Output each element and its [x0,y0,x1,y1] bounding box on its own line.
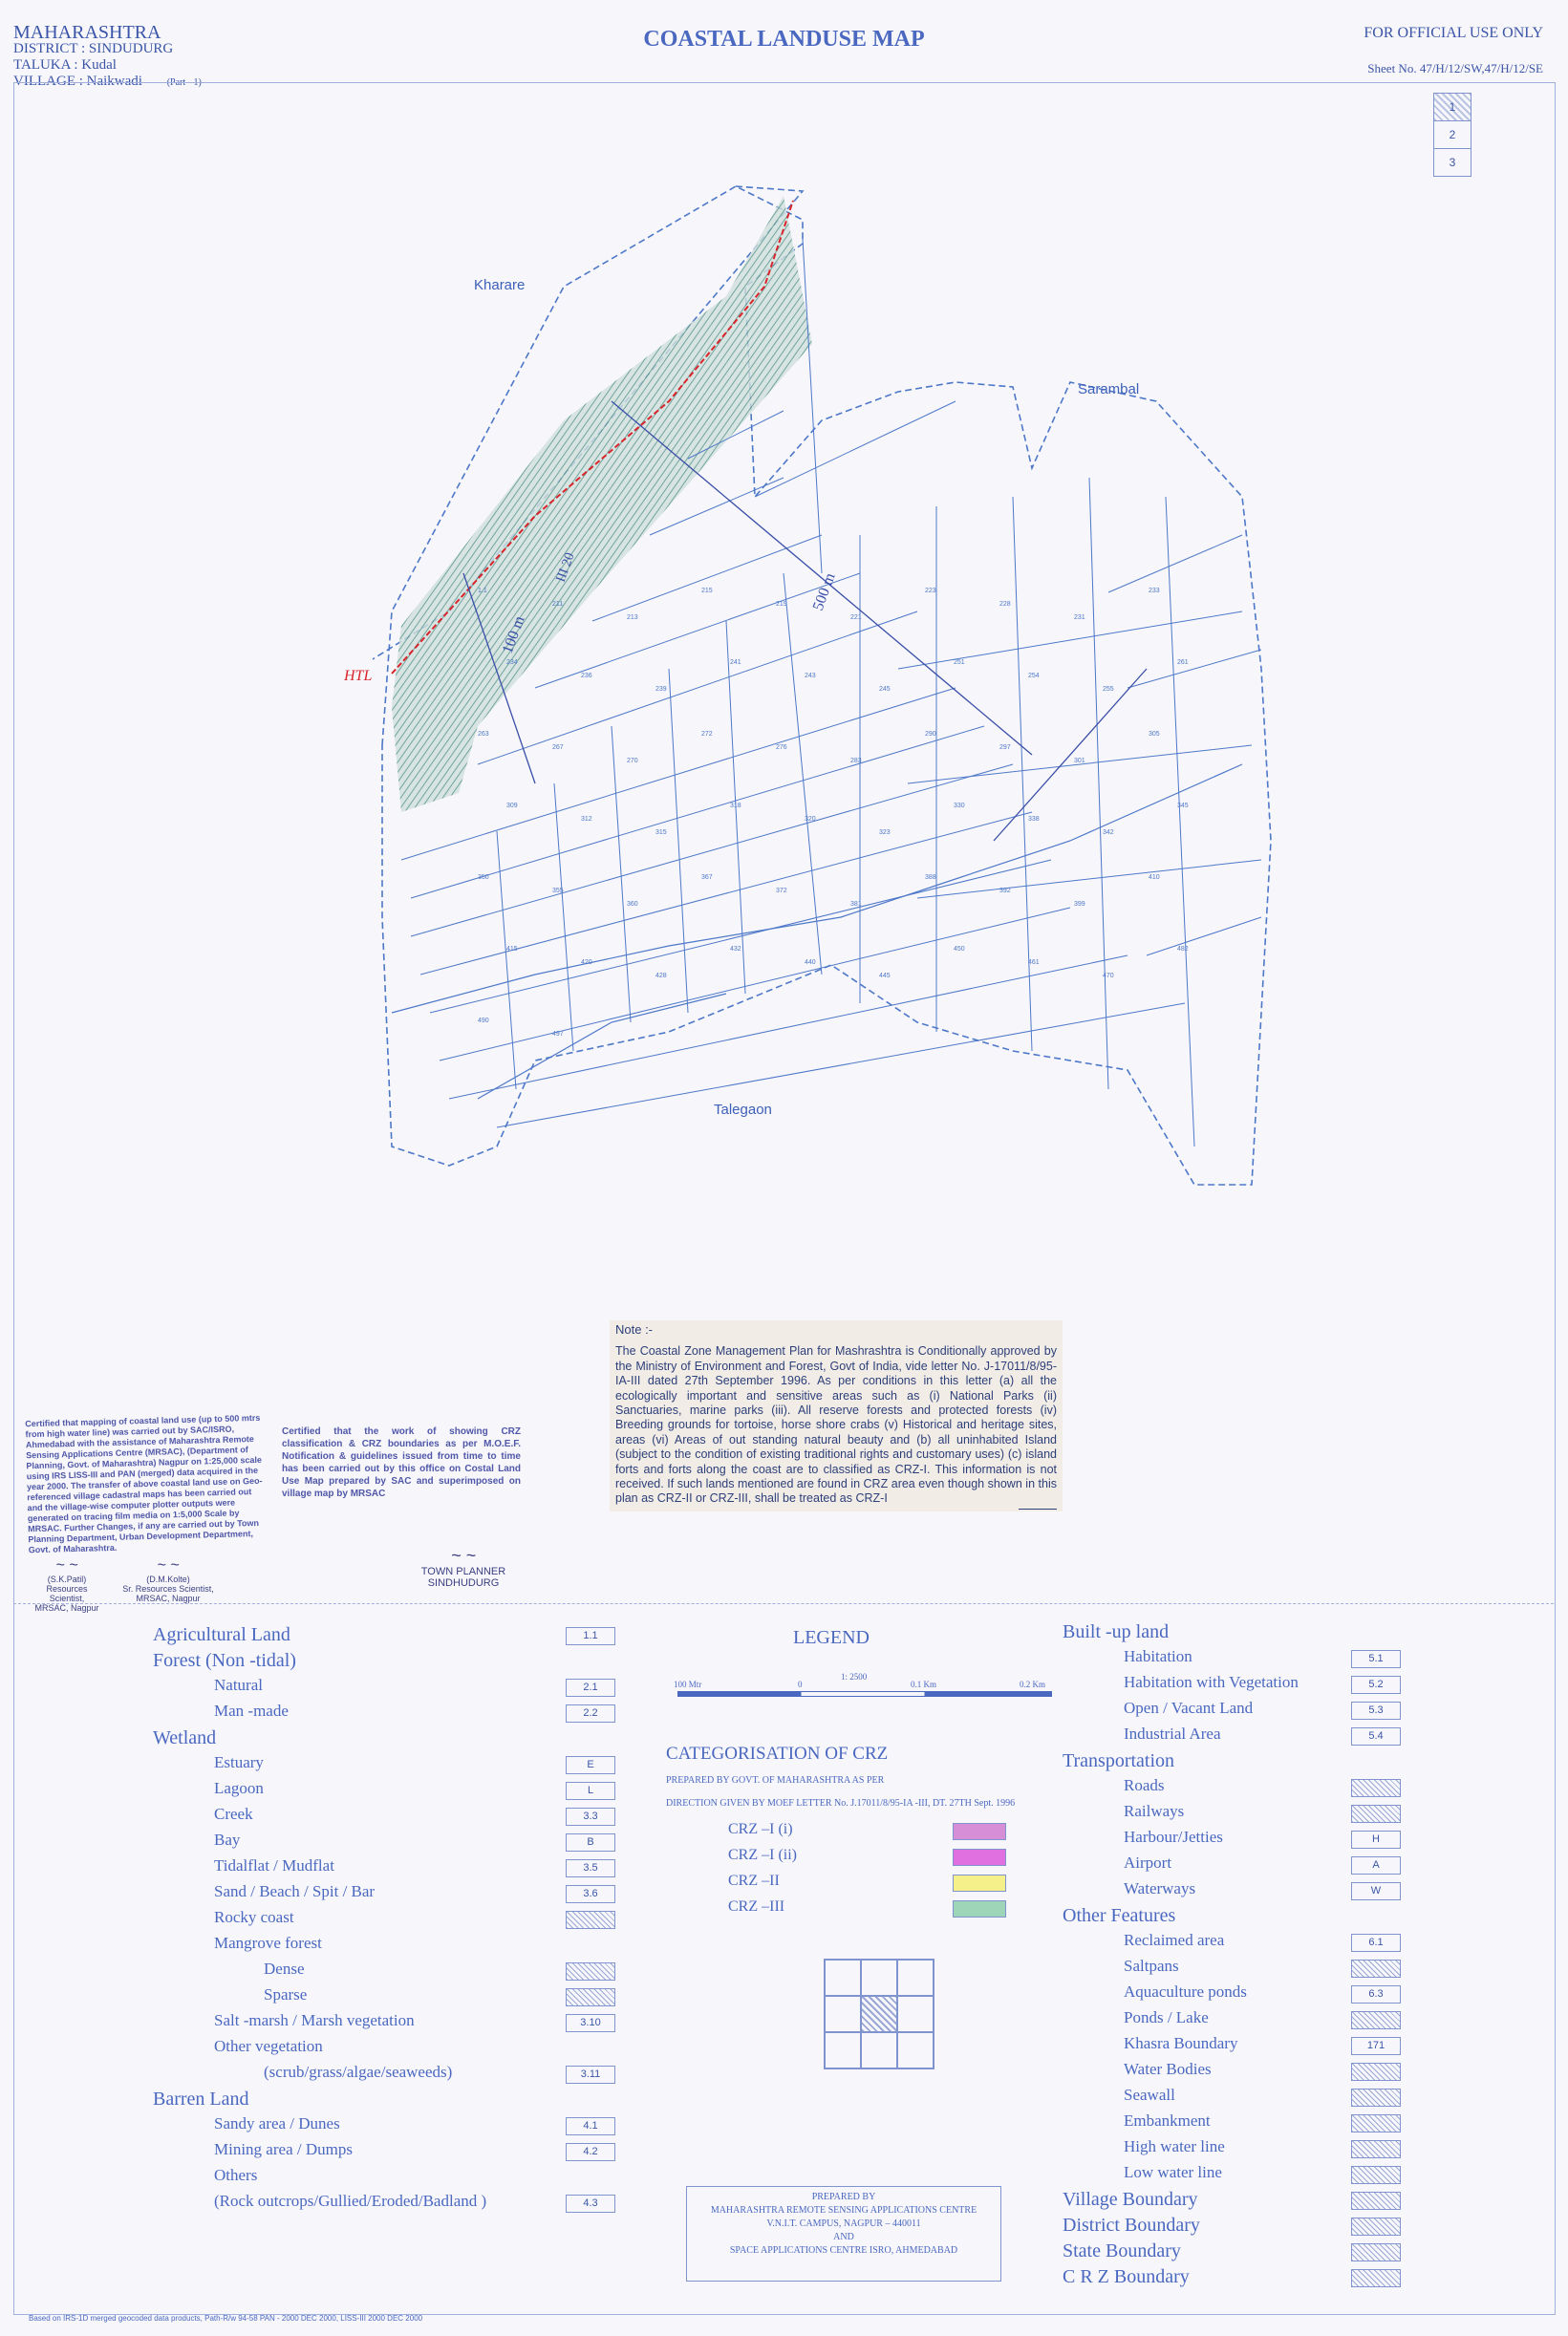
legend-symbol-box: 3.6 [566,1885,615,1903]
legend-item-label: Salt -marsh / Marsh vegetation [214,2011,415,2029]
legend-row [1063,2266,1531,2292]
legend-symbol-box: 171 [1351,2037,1401,2055]
index-cell [897,1996,934,2032]
legend-row [1063,2060,1531,2086]
legend-item-label: Mining area / Dumps [214,2140,353,2158]
legend-symbol-box: 6.3 [1351,1985,1401,2004]
legend-symbol-box [566,1988,615,2006]
crz-sub1: PREPARED BY GOVT. OF MAHARASHTRA AS PER [666,1775,885,1786]
plot-number: 461 [1028,959,1040,966]
plot-number: 223 [925,588,936,594]
place-label: Kharare [474,277,526,293]
map-title: COASTAL LANDUSE MAP [643,27,925,52]
legend-row [153,2089,583,2114]
legend-row [1063,2111,1531,2137]
sheet-index-grid [824,1959,934,2069]
scale-bar-graphic [677,1691,1052,1697]
legend-symbol-box: 5.4 [1351,1727,1401,1746]
legend-row [1063,1699,1531,1725]
legend-title: LEGEND [793,1627,870,1648]
plot-number: 276 [776,744,787,751]
official-use-label: FOR OFFICIAL USE ONLY [1364,25,1543,41]
legend-row [153,1882,598,1908]
plot-number: 338 [1028,816,1040,823]
legend-symbol-box: 4.2 [566,2143,615,2161]
legend-item-label: Harbour/Jetties [1124,1828,1223,1846]
legend-row [153,1934,583,1960]
plot-number: 445 [879,973,891,979]
plot-number: 388 [925,874,936,881]
plot-number: 305 [1149,731,1160,738]
plot-number: 440 [805,959,816,966]
legend-item-label: Man -made [214,1702,289,1720]
plot-number: 320 [805,816,816,823]
legend-row [1063,1982,1531,2008]
legend-row [1063,1750,1531,1776]
legend-row [1063,1828,1531,1854]
signature-name: (D.M.Kolte) [146,1575,190,1584]
crz-category-swatch [953,1900,1006,1918]
legend-row [153,1624,598,1650]
prepared-by-box [686,2186,1001,2282]
plot-number: 372 [776,888,787,894]
plot-number: 251 [954,659,965,666]
prepared-line: V.N.I.T. CAMPUS, NAGPUR – 440011 [766,2218,921,2229]
plot-number: 283 [850,758,862,764]
scale-mid-label: 0.1 Km [911,1680,936,1689]
scale-ratio-label: 1: 2500 [841,1672,868,1682]
legend-item-label: Khasra Boundary [1124,2034,1238,2052]
legend-item-label: Dense [264,1960,305,1978]
plot-number: 350 [478,874,489,881]
plot-number: 381 [850,901,862,908]
crz-category-label: CRZ –I (ii) [728,1847,797,1863]
plot-number: 392 [999,888,1011,894]
plot-number: 263 [478,731,489,738]
plot-number: 323 [879,829,891,836]
signature-mark: ~ ~ [450,1546,477,1565]
prepared-line: SPACE APPLICATIONS CENTRE ISRO, AHMEDABAD [729,2245,958,2256]
crz-category-swatch [953,1875,1006,1892]
legend-row [1063,2163,1531,2189]
legend-row [153,1702,598,1727]
legend-row [153,1805,598,1831]
legend-row [153,2063,601,2089]
legend-symbol-box [1351,2269,1401,2287]
legend-symbol-box: 2.2 [566,1704,615,1723]
plot-number: 330 [954,803,965,809]
legend-symbol-box: H [1351,1831,1401,1849]
legend-row [153,1831,594,1856]
plot-number: 297 [999,744,1011,751]
plot-number: 355 [552,888,564,894]
note-label: Note :- [615,1322,654,1337]
plot-number: 234 [506,659,518,666]
legend-item-label: Sandy area / Dunes [214,2114,340,2132]
legend-item-label: Rocky coast [214,1908,294,1926]
scale-bar [674,1672,1056,1706]
legend-symbol-box: E [566,1756,615,1774]
legend-heading: Barren Land [153,2089,249,2110]
legend-symbol-box [566,1962,615,1981]
legend-row [153,1650,583,1676]
crz-category-label: CRZ –II [728,1873,780,1889]
legend-heading: C R Z Boundary [1063,2266,1190,2287]
plot-number: 267 [552,744,564,751]
scale-right-label: 0.2 Km [1020,1680,1045,1689]
legend-item-label: (Rock outcrops/Gullied/Eroded/Badland ) [214,2192,487,2210]
plot-number: 270 [627,758,638,764]
plot-number: 410 [1149,874,1160,881]
sheet-index-cell[interactable]: 1 [1433,93,1471,121]
plot-number: 497 [552,1031,564,1038]
plot-number: 243 [805,673,816,679]
legend-item-label: Open / Vacant Land [1124,1699,1254,1717]
legend-item-label: Habitation with Vegetation [1124,1673,1299,1691]
note-rule [1019,1509,1057,1510]
legend-symbol-box [1351,1779,1401,1797]
plot-number: 450 [954,946,965,953]
sheet-index-cell[interactable]: 3 [1433,148,1471,177]
legend-row [153,2140,598,2166]
legend-item-label: Tidalflat / Mudflat [214,1856,334,1875]
legend-symbol-box: 4.3 [566,2195,615,2213]
legend-item-label: (scrub/grass/algae/seaweeds) [264,2063,453,2081]
index-cell [861,2032,897,2068]
legend-row [153,1676,598,1702]
legend-row [153,1960,583,1985]
state-label: MAHARASHTRA [13,22,161,43]
legend-row [153,1779,594,1805]
buffer-label-crz3: III 20 [553,550,578,585]
legend-item-label: Estuary [214,1753,264,1771]
legend-row [153,1856,598,1882]
legend-row [153,2192,598,2218]
signature-mark: ~ ~ [55,1557,78,1574]
legend-symbol-box: B [566,1833,615,1852]
legend-symbol-box: 5.2 [1351,1676,1401,1694]
legend-item-label: Seawall [1124,2086,1175,2104]
legend-symbol-box [1351,2063,1401,2081]
place-label: Talegaon [714,1102,772,1118]
plot-number: 315 [655,829,667,836]
signature-town-planner [406,1546,521,1589]
legend-row [153,1753,594,1779]
legend-heading: Transportation [1063,1750,1175,1771]
crz-category-label: CRZ –III [728,1898,785,1915]
taluka-label: TALUKA : Kudal [13,57,117,73]
legend-item-label: Reclaimed area [1124,1931,1225,1949]
signature-org: MRSAC, Nagpur [136,1594,201,1603]
legend-item-label: Lagoon [214,1779,264,1797]
prepared-line: AND [833,2232,854,2242]
legend-item-label: Habitation [1124,1647,1192,1665]
signature-title: Resources Scientist, [46,1584,88,1603]
scale-left-label: 100 Mtr [674,1680,702,1689]
legend-symbol-box [1351,2140,1401,2158]
plot-number: 239 [655,686,667,693]
legend-item-label: Low water line [1124,2163,1222,2181]
legend-symbol-box: 5.1 [1351,1650,1401,1668]
index-cell [897,1960,934,1996]
legend-item-label: Bay [214,1831,241,1849]
legend-row [153,1985,583,2011]
legend-symbol-box: 1.1 [566,1627,615,1645]
legend-row [1063,1647,1531,1673]
legend-item-label: High water line [1124,2137,1225,2155]
legend-item-label: Waterways [1124,1879,1196,1897]
plot-number: 219 [776,601,787,608]
village-road [392,764,1242,1099]
plot-number: 221 [850,614,862,621]
signature-org: MRSAC, Nagpur [34,1603,99,1613]
crz-category-label: CRZ –I (i) [728,1821,793,1837]
note-text: The Coastal Zone Management Plan for Mashrashtra is Conditionally approved by the Ministry of Environment and Forest, Govt of India, vide letter No. J-17011/8/95-IA-III dated 27th September 1996. As per conditions in this letter (a) all the ecologically important and sensitive areas such as (i) National Parks (ii) Sanctuaries, marine parks (iii). All reserve forests and protected forests (iv) Breeding grounds for tortoise, horse shore crabs (v) Historical and heritage sites, areas (vi) Areas of out standing natural beauty and (b) all uninhabited Island (subject to the condition of existing traditional rights and customary uses) (c) island forts and forts along the coast are to classified as CRZ-I. This information is not received. If such lands mentioned are found in CRZ area even though shown in this plan as CRZ-II or CRZ-III, shall be treated as CRZ-I [615,1344,1057,1506]
legend-row [1063,1621,1531,1647]
plot-number: 290 [925,731,936,738]
legend-row [1063,2189,1531,2215]
legend-symbol-box: L [566,1782,615,1800]
footer-note: Based on IRS-1D merged geocoded data products, Path-R/w 94-58 PAN - 2000 DEC 2000, LISS-III 2000 DEC 2000 [29,2314,423,2323]
signature-patil [29,1557,105,1613]
legend-row [1063,2215,1531,2240]
legend-item-label: Creek [214,1805,253,1823]
plot-number: 360 [627,901,638,908]
htl-label: HTL [344,668,373,684]
signature-title: TOWN PLANNER [420,1566,506,1577]
legend-item-label: Water Bodies [1124,2060,1212,2078]
buffer-label-100: 100 m [499,613,528,656]
legend-row [153,1727,583,1753]
legend-symbol-box: 2.1 [566,1679,615,1697]
legend-symbol-box: 3.10 [566,2014,615,2032]
plot-number: 236 [581,673,592,679]
legend-row [1063,2137,1531,2163]
legend-symbol-box [566,1911,615,1929]
crz-category-swatch [953,1823,1006,1840]
plot-number: 241 [730,659,741,666]
legend-heading: Village Boundary [1063,2189,1198,2210]
legend-item-label: Railways [1124,1802,1185,1820]
plot-number: 213 [627,614,638,621]
crz-zone [392,196,812,812]
legend-item-label: Other vegetation [214,2037,323,2055]
legend-symbol-box: W [1351,1882,1401,1900]
legend-row [1063,1879,1531,1905]
index-cell [825,1996,861,2032]
legend-symbol-box: A [1351,1856,1401,1875]
district-label: DISTRICT : SINDUDURG [13,41,174,56]
legend-item-label: Natural [214,1676,263,1694]
village-label: VILLAGE : Naikwadi (Part - 1) [13,74,202,89]
plot-number: 428 [655,973,667,979]
plot-numbers [478,588,1189,1038]
prepared-line: MAHARASHTRA REMOTE SENSING APPLICATIONS CENTRE [710,2205,977,2216]
crz-sub2: DIRECTION GIVEN BY MOEF LETTER No. J.17011/8/95-IA -III, DT. 27TH Sept. 1996 [666,1798,1016,1809]
legend-row [153,2166,583,2192]
legend-row [153,1908,583,1934]
plot-number: 301 [1074,758,1085,764]
crz-title: CATEGORISATION OF CRZ [666,1744,889,1764]
plot-number: 399 [1074,901,1085,908]
plot-number: 482 [1177,946,1189,953]
legend-divider [13,1603,1554,1604]
plot-number: 215 [701,588,713,594]
part-label: (Part - 1) [166,77,202,88]
legend-row [1063,1673,1531,1699]
plot-number: 345 [1177,803,1189,809]
legend-heading: Wetland [153,1727,217,1748]
legend-row [1063,1957,1531,1982]
legend-item-label: Ponds / Lake [1124,2008,1209,2026]
buffer-label-500: 500 m [809,570,839,613]
legend-row [1063,1905,1531,1931]
legend-row [1063,1802,1531,1828]
legend-item-label: Saltpans [1124,1957,1179,1975]
plot-number: 342 [1103,829,1114,836]
signature-mark: ~ ~ [157,1557,180,1574]
index-cell-current [861,1996,897,2032]
plot-number: 415 [506,946,518,953]
legend-item-label: Industrial Area [1124,1725,1221,1743]
index-cell [825,1960,861,1996]
signature-kolte [120,1557,216,1603]
place-label: Sarambal [1078,381,1140,397]
legend-symbol-box [1351,1960,1401,1978]
legend-symbol-box: 4.1 [566,2117,615,2135]
legend-symbol-box [1351,2166,1401,2184]
index-cell [897,2032,934,2068]
legend-row [1063,2086,1531,2111]
legend-row [153,2011,601,2037]
plot-number: 490 [478,1018,489,1024]
legend-row [153,2114,598,2140]
plot-number: 245 [879,686,891,693]
legend-heading: Built -up land [1063,1621,1170,1642]
legend-row [1063,1854,1531,1879]
prepared-line: PREPARED BY [811,2192,876,2202]
plot-number: 1.1 [478,588,487,594]
plot-number: 231 [1074,614,1085,621]
legend-symbol-box: 3.5 [566,1859,615,1877]
plot-number: 470 [1103,973,1114,979]
plot-number: 367 [701,874,713,881]
plot-number: 420 [581,959,592,966]
legend-symbol-box [1351,2192,1401,2210]
plot-number: 318 [730,803,741,809]
legend-row [1063,1931,1531,1957]
legend-symbol-box [1351,1805,1401,1823]
legend-item-label: Others [214,2166,258,2184]
crz-category-swatch [953,1849,1006,1866]
parcel-lines [401,239,1261,1147]
legend-symbol-box: 3.3 [566,1808,615,1826]
index-cell [825,2032,861,2068]
plot-number: 272 [701,731,713,738]
legend-row [153,2037,583,2063]
legend-heading: Other Features [1063,1905,1176,1926]
plot-number: 233 [1149,588,1160,594]
legend-row [1063,2034,1531,2060]
legend-heading: State Boundary [1063,2240,1181,2261]
mrsac-stamp: Certified that mapping of coastal land use (up to 500 mtrs from high water line) was carried out by SAC/ISRO, Ahmedabad with the assistance of Maharashtra Remote Sensing Applications Centre (MRSAC), (Department of Planning, Govt. of Maharashtra) Nagpur on 1:25,000 scale using IRS LISS-III and PAN (merged) data acquired in the year 2000. The transfer of above coastal land use on Geo-referenced village cadastral maps has been carried out and the village-wise computer plotter outputs were generated on tracing film media on 1:5,000 Scale by MRSAC. Further Changes, if any are carried out by Town Planning Department, Urban Development Department, Govt. of Maharashtra. [25,1412,263,1555]
plot-number: 211 [552,601,564,608]
signature-name: (S.K.Patil) [47,1575,87,1584]
scale-zero-label: 0 [798,1680,803,1689]
legend-row [1063,2008,1531,2034]
signature-title: Sr. Resources Scientist, [122,1584,214,1594]
sheet-number: Sheet No. 47/H/12/SW,47/H/12/SE [1367,61,1543,75]
legend-item-label: Airport [1124,1854,1172,1872]
sheet-index-cell[interactable]: 2 [1433,120,1471,149]
town-planner-stamp: Certified that the work of showing CRZ classification & CRZ boundaries as per M.O.E.F. Notification & guidelines issued from time to time has been carried out by this office on Costal Land Use Map prepared by SAC and superimposed on village map by MRSAC [282,1426,521,1499]
legend-heading: District Boundary [1063,2215,1200,2236]
legend-symbol-box [1351,2218,1401,2236]
index-cell [861,1960,897,1996]
plot-number: 255 [1103,686,1114,693]
legend-row [1063,1725,1531,1750]
plot-number: 432 [730,946,741,953]
legend-row [1063,1776,1531,1802]
legend-row [1063,2240,1531,2266]
legend-item-label: Sparse [264,1985,308,2004]
approval-note [610,1320,1063,1511]
legend-heading: Forest (Non -tidal) [153,1650,296,1671]
plot-number: 254 [1028,673,1040,679]
legend-symbol-box: 5.3 [1351,1702,1401,1720]
plot-number: 312 [581,816,592,823]
legend-item-label: Embankment [1124,2111,1211,2130]
legend-symbol-box [1351,2114,1401,2132]
signature-org: SINDHUDURG [427,1577,500,1589]
plot-number: 228 [999,601,1011,608]
plot-number: 261 [1177,659,1189,666]
legend-symbol-box: 3.11 [566,2066,615,2084]
plot-number: 309 [506,803,518,809]
legend-symbol-box [1351,2089,1401,2107]
legend-heading: Agricultural Land [153,1624,290,1645]
legend-item-label: Sand / Beach / Spit / Bar [214,1882,376,1900]
legend-item-label: Aquaculture ponds [1124,1982,1247,2001]
legend-item-label: Mangrove forest [214,1934,322,1952]
legend-symbol-box [1351,2011,1401,2029]
legend-symbol-box: 6.1 [1351,1934,1401,1952]
legend-symbol-box [1351,2243,1401,2261]
legend-item-label: Roads [1124,1776,1165,1794]
